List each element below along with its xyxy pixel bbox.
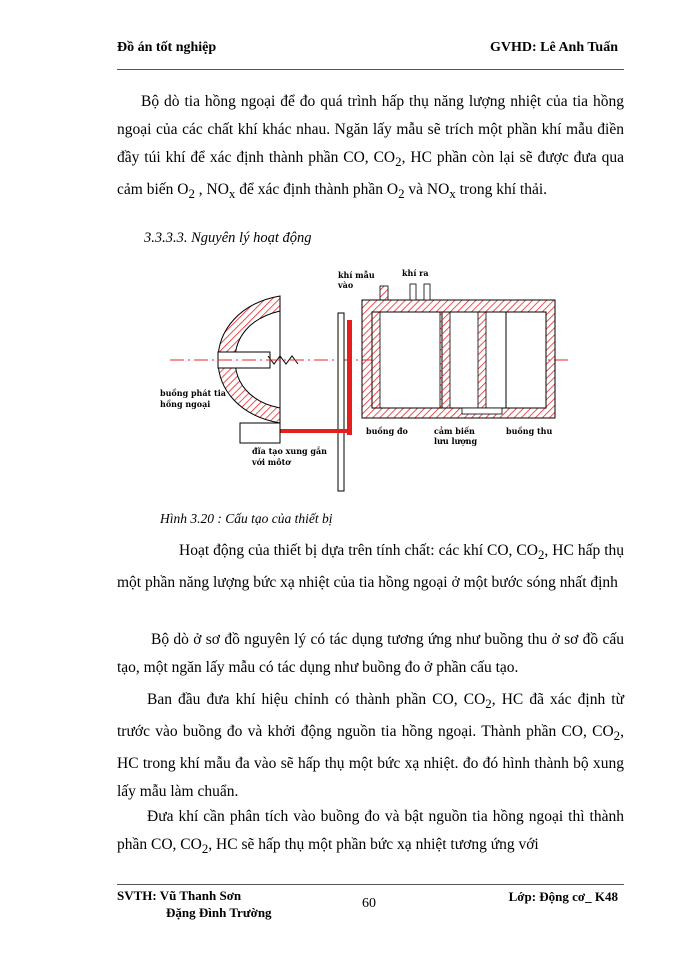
label-gas-outlet: khí ra [402,268,429,278]
header-rule [117,69,624,70]
measure-receiver-chamber [362,284,555,418]
footer-rule [117,884,624,885]
label-measure-chamber: buồng đo [366,426,408,436]
figure-caption: Hình 3.20 : Cấu tạo của thiết bị [160,511,333,526]
footer-student-2: Đặng Đình Trường [166,905,272,920]
motor-box [240,423,280,443]
paragraph-5: Đưa khí cần phân tích vào buồng đo và bật nguồn tia hồng ngoại thì thành phần CO, $CO_2$, HC sẽ hấp thụ một phần bức xạ nhiệt tương ứng với [117,808,624,857]
paragraph-1: Bộ dò tia hồng ngoại để đo quá trình hấp thụ năng lượng nhiệt của tia hồng ngoại của các chất khí khác nhau. Ngăn lấy mẫu sẽ trích một phần khí mẫu điền đầy túi khí để xác định thành phần CO, $CO_2$, HC phần còn lại sẽ được đưa qua cảm biến $O_2$ , $NO_x$ để xác định thành phần $O_2$ và $NO_x$ trong khí thải. [117,93,624,202]
label-motor-disc: đĩa tạo xung gắn với môtơ [252,446,327,467]
section-title: 3.3.3.3. Nguyên lý hoạt động [144,230,312,246]
footer-class: Lớp: Động cơ_ K48 [508,889,618,904]
page-number: 60 [362,896,376,911]
chopper-disc [347,320,352,435]
device-diagram [140,268,580,494]
disc-shaft [338,313,344,491]
label-receiver-chamber: buồng thu [506,426,553,436]
footer-student: SVTH: Vũ Thanh Sơn [117,888,242,903]
paragraph-2: Hoạt động của thiết bị dựa trên tính chất: các khí CO, $CO_2$, HC hấp thụ một phần năng lượng bức xạ nhiệt của tia hồng ngoại ở một bước sóng nhất định [117,542,625,592]
header-left: Đồ án tốt nghiệp [117,40,217,55]
label-gas-inlet: khí mẫu vào [338,270,375,290]
paragraph-3: Bộ dò ở sơ đồ nguyên lý có tác dụng tương ứng như buồng thu ở sơ đồ cấu tạo, một ngăn lấy mẫu có tác dụng như buồng đo ở phần cấu tạo. [117,631,624,676]
label-ir-chamber: buồng phát tia hồng ngoại [160,388,226,409]
label-flow-sensor: cảm biến lưu lượng [434,426,478,446]
paragraph-4: Ban đầu đưa khí hiệu chỉnh có thành phần CO, $CO_2$, HC đã xác định từ trước vào buồng đo và khởi động nguồn tia hồng ngoại. Thành phần CO, $CO_2$, HC trong khí mẫu đa vào sẽ hấp thụ một bức xạ nhiệt. đo đó hình thành bộ xung lấy mẫu làm chuẩn. [117,691,624,801]
header-right: GVHD: Lê Anh Tuấn [490,40,618,55]
